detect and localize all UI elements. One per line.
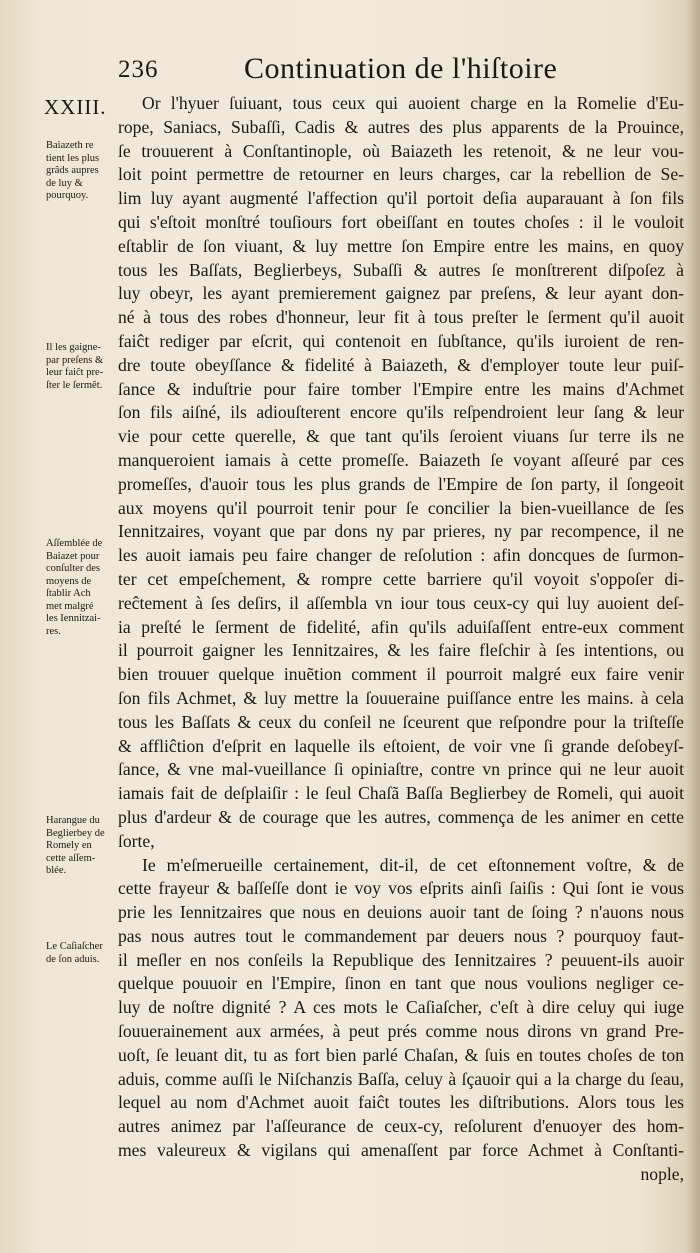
text-line: luy de noſtre dignité ? A ces mots le Caſiaſcher, c'eſt à dire celuy qui iuge — [118, 997, 684, 1018]
text-line: ſon fils aiſné, ils adiouſterent encore qu'ils reſpendroient leur ſang & leur — [118, 402, 684, 423]
body-text — [118, 92, 684, 1187]
text-line: ſance, & vne mal-vueillance ſi opiniaſtre, contre vn prince qui ne leur auoit — [118, 759, 684, 780]
text-line: vie pour cette querelle, & que tant qu'ils ſeroient viuans ſur terre ils ne — [118, 426, 684, 447]
text-line: luy obeyr, les ayant premierement gaignez par preſens, & leur ayant don- — [118, 283, 684, 304]
page-gutter-shadow — [686, 0, 700, 1253]
text-line: reĉtement à ſes deſirs, il aſſembla vn iour tous ceux-cy qui luy auoient deſ- — [118, 592, 684, 613]
text-line: tous les Baſſats & ceux du conſeil ne ſceurent que reſpondre pour la triſteſſe — [118, 711, 684, 732]
text-line: pas nous autres tout le commandement par deuers nous ? pourquoy faut- — [118, 925, 684, 946]
text-line: dre toute obeyſſance & fidelité à Baiazeth, & d'employer toute leur puiſ- — [118, 354, 684, 375]
text-line: cette frayeur & baſſeſſe dont ie voy vos eſprits ainſi ſaiſis : Qui ſont ie vous — [118, 878, 684, 899]
text-line: tous les Baſſats, Beglierbeys, Subaſſi & autres ſe monſtrerent diſpoſez à — [118, 259, 684, 280]
text-line: ſon fils Achmet, & luy mettre la ſouueraine puiſſance entre les mains. à cela — [118, 687, 684, 708]
text-line: faiĉt rediger par eſcrit, qui contenoit en ſubſtance, qu'ils iuroient de ren- — [118, 330, 684, 351]
page-number: 236 — [118, 56, 159, 83]
text-line: ſe trouuerent à Conſtantinople, où Baiazeth les retenoit, & ne leur vou- — [118, 140, 684, 161]
text-line: ſance & induſtrie pour faire tomber l'Empire entre les mains d'Achmet — [118, 378, 684, 399]
text-line: manqueroient iamais à cette promeſſe. Baiazeth ſe voyant aſſeuré par ces — [118, 449, 684, 470]
text-line: les auoit iamais peu faire changer de reſolution : afin doncques de ſurmon- — [118, 545, 684, 566]
margin-note: Le Caſiaſcher de ſon aduis. — [46, 941, 103, 965]
text-line: aduis, comme auſſi le Niſchanzis Baſſa, celuy à ſçauoir qui a la charge du ſeau, — [118, 1068, 684, 1089]
text-line: rope, Saniacs, Subaſſi, Cadis & autres des plus apparents de la Prouince, — [118, 116, 684, 137]
margin-note: Il les gaigne- par preſens & leur faiĉt pre- ſter le ſermẽt. — [46, 342, 104, 391]
text-line: Ie m'eſmerueille certainement, dit-il, de cet eſtonnement voſtre, & de — [142, 854, 684, 875]
text-line: Iennitzaires, voyant que par dons ny par prieres, ny par recompence, il ne — [118, 521, 684, 542]
text-line: eſtablir de ſon viuant, & luy mettre ſon Empire entre les mains, en quoy — [118, 235, 684, 256]
text-line: lequel au nom d'Achmet auoit faiĉt toutes les diſtributions. Alors tous les — [118, 1092, 684, 1113]
text-line: plus d'ardeur & de courage que les autres, commença de les animer en cette — [118, 806, 684, 827]
margin-note: Harangue du Beglierbey de Romely en cette aſſem- blée. — [46, 815, 105, 876]
text-line: quelque pouuoir en l'Empire, ſinon en tant que nous voulions negliger ce- — [118, 973, 684, 994]
text-line: qui s'eſtoit monſtré touſiours fort obeiſſant en toutes choſes : il le vouloit — [118, 211, 684, 232]
text-line: né à tous des robes d'honneur, leur fit à tous preſter le ſerment qu'il auoit — [118, 307, 684, 328]
text-line: ter cet empeſchement, & rompre cette barriere qu'il voyoit s'oppoſer di- — [118, 568, 684, 589]
text-line: ſouuerainement aux armées, à peut prés comme nous dirons vn grand Pre- — [118, 1021, 684, 1042]
text-line: prie les Iennitzaires que nous en deuions auoir tant de ſoing ? n'auons nous — [118, 902, 684, 923]
text-line: uoſt, ſe leuant dit, tu as fort bien parlé Chaſan, & ſuis en toutes choſes de ton — [118, 1044, 684, 1065]
running-header — [118, 52, 558, 92]
text-line: promeſſes, d'auoir tous les plus grands de l'Empire de ſon party, il ſongeoit — [118, 473, 684, 494]
text-line: loit point permettre de retourner en leurs charges, car la rebellion de Se- — [118, 164, 684, 185]
text-line: autres animez par l'aſſeurance de ceux-cy, reſolurent d'enuoyer des hom- — [118, 1116, 684, 1137]
text-line: il meſler en nos conſeils la Republique des Iennitzaires ? peuuent-ils auoir — [118, 949, 684, 970]
text-line: aux moyens qu'il pourroit tenir pour ſe concilier la bien-vueillance de ſes — [118, 497, 684, 518]
text-line: ia preſté le ſerment de fidelité, afin qu'ils aduiſaſſent entre-eux comment — [118, 616, 684, 637]
margin-note: Baiazeth re tient les plus grâds aupres de luy & pourquoy. — [46, 140, 100, 201]
text-line: bien trouuer quelque inuẽtion comment il pourroit malgré eux faire venir — [118, 664, 684, 685]
text-line: iamais fait de deſplaiſir : le ſeul Chaſã Baſſa Beglierbey de Romeli, qui auoit — [118, 783, 684, 804]
text-line: Or l'hyuer ſuiuant, tous ceux qui auoient charge en la Romelie d'Eu- — [142, 93, 684, 113]
text-line: nople, — [640, 1163, 684, 1184]
running-title: Continuation de l'hiſtoire — [244, 52, 558, 85]
text-line: & affliĉtion d'eſprit en laquelle ils eſtoient, de voir vne ſi grande deſobeyſ- — [118, 735, 684, 756]
chapter-number: XXIII. — [44, 95, 107, 119]
margin-note: Aſſemblée de Baiazet pour conſulter des moyens de ſtablir Ach met malgré les Iennitzai- res. — [46, 538, 103, 637]
text-line: il pourroit gaigner les Iennitzaires, & les faire fleſchir à ſes intentions, ou — [118, 640, 684, 661]
text-line: ſorte, — [118, 830, 155, 851]
text-line: mes valeureux & vigilans qui amenaſſent par force Achmet à Conſtanti- — [118, 1140, 684, 1161]
text-line: lim luy ayant augmenté l'affection qu'il portoit deſia auparauant à ſon fils — [118, 188, 684, 209]
